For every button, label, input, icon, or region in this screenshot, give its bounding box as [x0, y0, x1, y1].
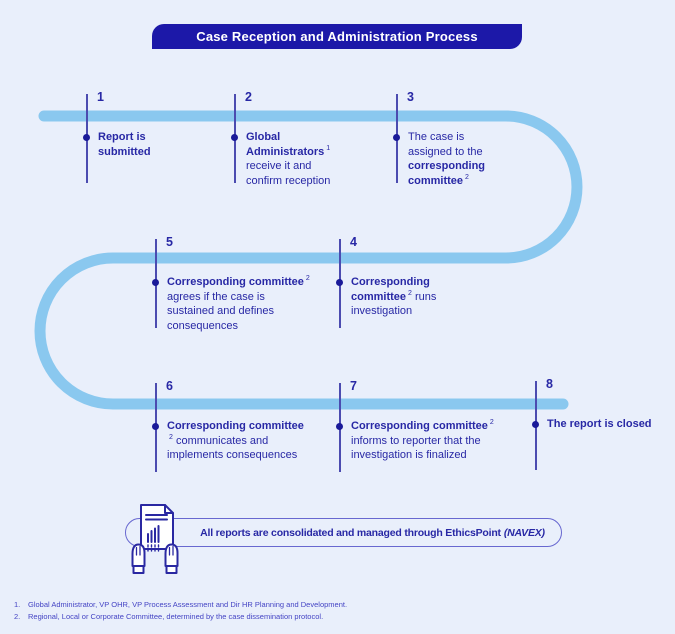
step-number: 1 [97, 90, 104, 104]
step-number: 5 [166, 235, 173, 249]
step-text: The report is closed [547, 418, 652, 430]
process-step-5 [155, 235, 310, 332]
process-step-7 [339, 379, 494, 462]
footnotes [14, 599, 347, 623]
step-number: 6 [166, 379, 173, 393]
step-text: Report is submitted [98, 131, 151, 158]
footnote-text: Regional, Local or Corporate Committee, determined by the case dissemination protocol. [28, 612, 324, 621]
step-text: Corresponding committee $^2$ runs investigation [351, 276, 437, 318]
footnote-item [14, 599, 347, 611]
process-step-8 [535, 377, 652, 430]
step-text: Global Administrators $^1$ receive it and confirm reception [246, 131, 331, 187]
step-number: 8 [546, 377, 553, 391]
step-text: Corresponding committee $^2$ agrees if the case is sustained and defines consequences [167, 275, 310, 332]
step-number: 4 [350, 235, 357, 249]
consolidation-text-navex: (NAVEX) [503, 526, 545, 539]
step-text: Corresponding committee $^2$ communicates and implements consequences [167, 420, 304, 462]
step-number: 7 [350, 379, 357, 393]
process-step-1 [86, 90, 151, 158]
step-number: 3 [407, 90, 414, 104]
process-step-3 [396, 90, 486, 187]
report-hands-icon [124, 502, 186, 574]
consolidation-text: All reports are consolidated and managed through EthicsPoint [200, 526, 501, 539]
consolidation-banner [125, 518, 562, 547]
footnote-number: 1. [14, 600, 21, 609]
step-text: The case is assigned to the corresponding committee $^2$ [408, 131, 486, 187]
footnote-item [14, 611, 347, 623]
step-dot [532, 421, 539, 428]
step-dot [393, 134, 400, 141]
footnote-text: Global Administrator, VP OHR, VP Process Assessment and Dir HR Planning and Development. [28, 600, 348, 609]
step-dot [336, 423, 343, 430]
process-step-6 [155, 379, 304, 462]
step-dot [336, 279, 343, 286]
step-number: 2 [245, 90, 252, 104]
step-dot [83, 134, 90, 141]
step-dot [152, 279, 159, 286]
footnote-number: 2. [14, 612, 21, 621]
step-dot [231, 134, 238, 141]
step-text: Corresponding committee $^2$ informs to reporter that the investigation is finalized [351, 419, 494, 462]
process-step-4 [339, 235, 437, 318]
process-step-2 [234, 90, 331, 187]
page-title: Case Reception and Administration Process [152, 24, 522, 49]
step-dot [152, 423, 159, 430]
